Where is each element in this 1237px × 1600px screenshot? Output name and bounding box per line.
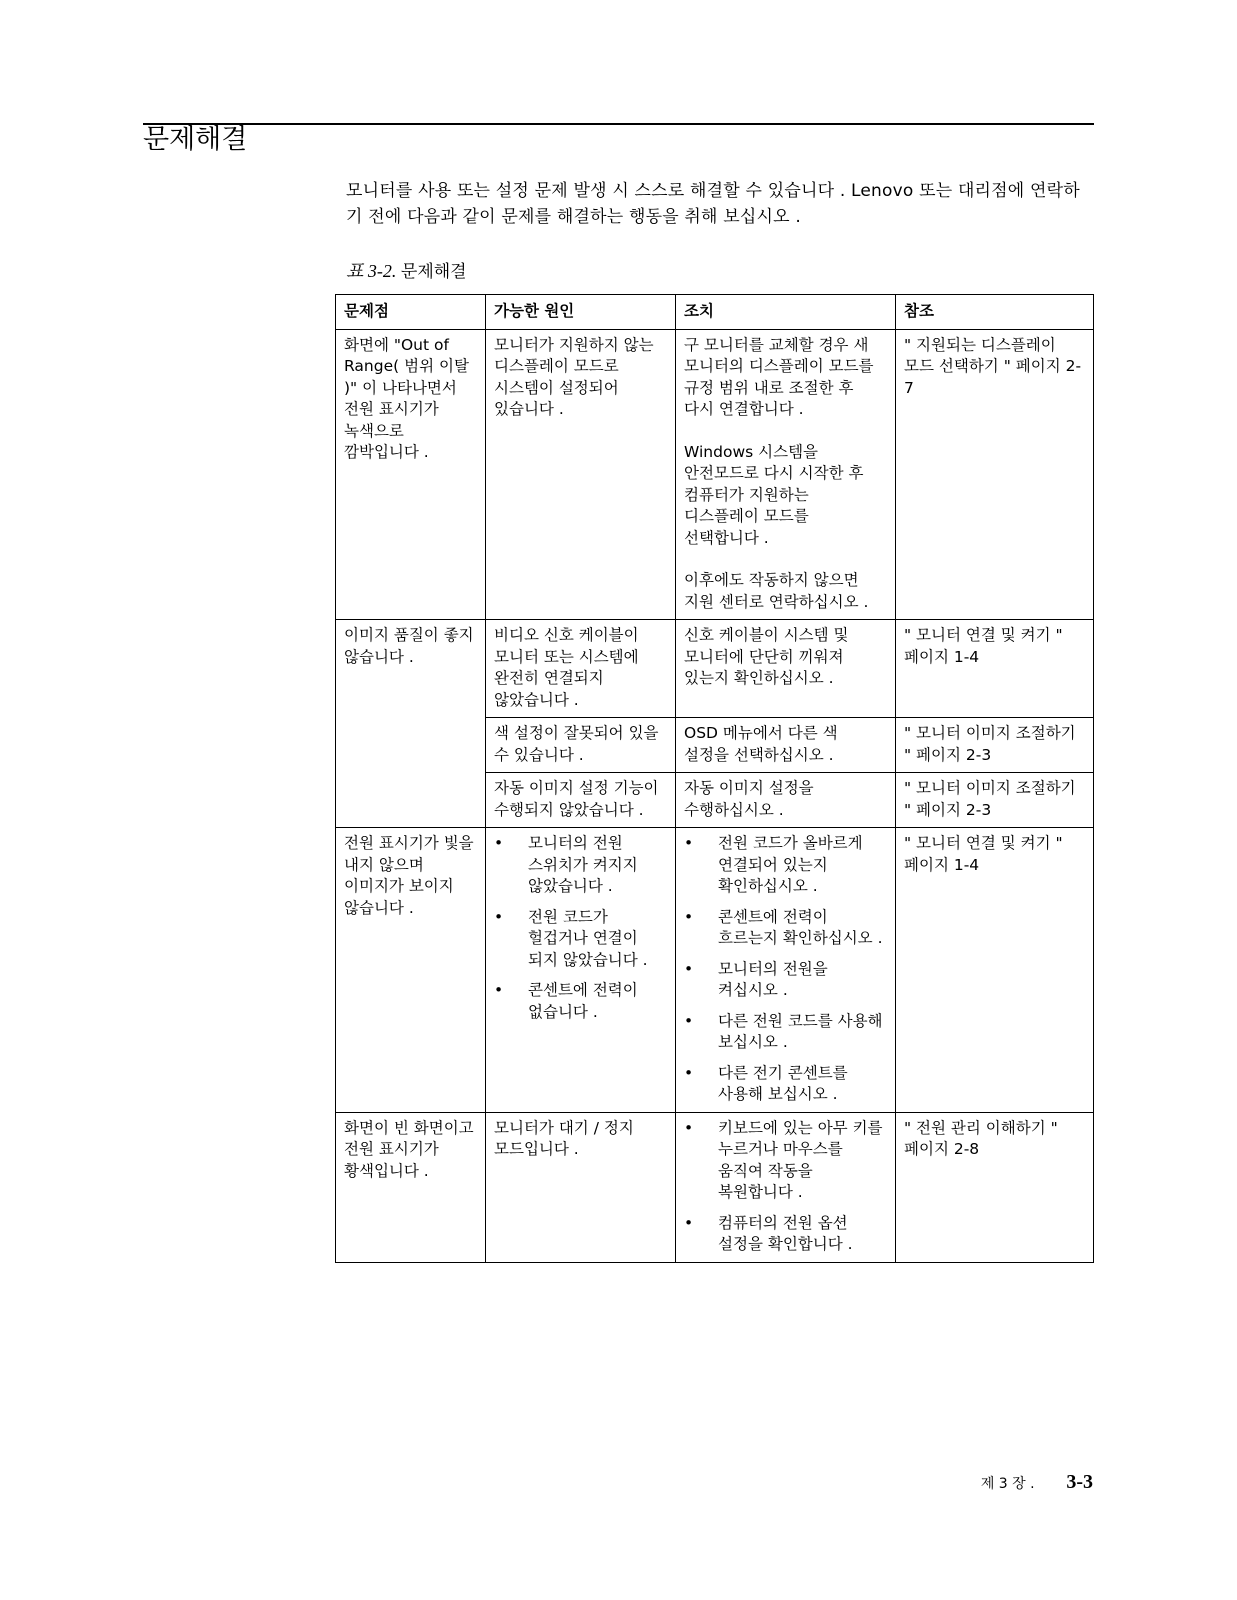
cell-reference: " 모니터 연결 및 켜기 " 페이지 1-4 — [896, 620, 1094, 718]
intro-paragraph: 모니터를 사용 또는 설정 문제 발생 시 스스로 해결할 수 있습니다 . Lenovo 또는 대리점에 연락하기 전에 다음과 같이 문제를 해결하는 행동을 취해 보십시오 . — [346, 181, 1080, 227]
list-item: • 키보드에 있는 아무 키를 누르거나 마우스를 움직여 작동을 복원합니다 . — [684, 1118, 887, 1204]
heading-rule — [143, 123, 1094, 125]
cell-cause: 모니터가 지원하지 않는 디스플레이 모드로 시스템이 설정되어 있습니다 . — [486, 329, 676, 620]
list-item: • 모니터의 전원을 켜십시오 . — [684, 959, 887, 1002]
header-cause: 가능한 원인 — [486, 295, 676, 330]
list-item: • 전원 코드가 헐겁거나 연결이 되지 않았습니다 . — [494, 907, 667, 972]
cell-action: OSD 메뉴에서 다른 색 설정을 선택하십시오 . — [676, 718, 896, 773]
cell-reference: " 지원되는 디스플레이 모드 선택하기 " 페이지 2-7 — [896, 329, 1094, 620]
table-caption-label: 표 3-2. — [346, 261, 397, 281]
cell-action — [676, 329, 896, 620]
cell-problem: 이미지 품질이 좋지 않습니다 . — [336, 620, 486, 828]
cell-cause — [486, 828, 676, 1113]
header-action: 조치 — [676, 295, 896, 330]
page-footer — [981, 1468, 1093, 1498]
list-item: • 다른 전원 코드를 사용해 보십시오 . — [684, 1011, 887, 1054]
table-header-row — [336, 295, 1094, 330]
list-item: • 전원 코드가 올바르게 연결되어 있는지 확인하십시오 . — [684, 833, 887, 898]
cell-reference: " 전원 관리 이해하기 " 페이지 2-8 — [896, 1112, 1094, 1262]
cell-cause: 색 설정이 잘못되어 있을 수 있습니다 . — [486, 718, 676, 773]
cell-cause: 비디오 신호 케이블이 모니터 또는 시스템에 완전히 연결되지 않았습니다 . — [486, 620, 676, 718]
action-paragraph: 구 모니터를 교체할 경우 새 모니터의 디스플레이 모드를 규정 범위 내로 조절한 후 다시 연결합니다 . — [684, 335, 874, 418]
table-row — [336, 329, 1094, 620]
table-row — [336, 1112, 1094, 1262]
table-row — [336, 620, 1094, 718]
list-item: • 컴퓨터의 전원 옵션 설정을 확인합니다 . — [684, 1213, 887, 1256]
table-caption — [346, 258, 467, 285]
troubleshooting-table — [335, 294, 1094, 1263]
table-caption-title: 문제해결 — [400, 262, 467, 282]
table-row — [336, 828, 1094, 1113]
cell-action: 자동 이미지 설정을 수행하십시오 . — [676, 773, 896, 828]
action-list — [684, 1118, 887, 1256]
cell-reference: " 모니터 이미지 조절하기 " 페이지 2-3 — [896, 773, 1094, 828]
cell-problem: 화면에 "Out of Range( 범위 이탈 )" 이 나타나면서 전원 표시기가 녹색으로 깜박입니다 . — [336, 329, 486, 620]
cause-list — [494, 833, 667, 1023]
cell-reference: " 모니터 이미지 조절하기 " 페이지 2-3 — [896, 718, 1094, 773]
cell-action — [676, 1112, 896, 1262]
cell-cause: 자동 이미지 설정 기능이 수행되지 않았습니다 . — [486, 773, 676, 828]
list-item: • 다른 전기 콘센트를 사용해 보십시오 . — [684, 1063, 887, 1106]
list-item: • 콘센트에 전력이 없습니다 . — [494, 980, 667, 1023]
list-item: • 콘센트에 전력이 흐르는지 확인하십시오 . — [684, 907, 887, 950]
list-item: • 모니터의 전원 스위치가 켜지지 않았습니다 . — [494, 833, 667, 898]
footer-chapter: 제 3 장 . — [980, 1476, 1035, 1492]
header-problem: 문제점 — [336, 295, 486, 330]
action-paragraph: Windows 시스템을 안전모드로 다시 시작한 후 컴퓨터가 지원하는 디스플레이 모드를 선택합니다 . — [684, 442, 864, 547]
header-reference: 참조 — [896, 295, 1094, 330]
cell-action — [676, 828, 896, 1113]
cell-cause: 모니터가 대기 / 정지 모드입니다 . — [486, 1112, 676, 1262]
page-title: 문제해결 — [143, 124, 248, 155]
cell-problem: 전원 표시기가 빛을 내지 않으며 이미지가 보이지 않습니다 . — [336, 828, 486, 1113]
footer-page-number: 3-3 — [1066, 1471, 1093, 1493]
action-paragraph: 이후에도 작동하지 않으면 지원 센터로 연락하십시오 . — [684, 571, 869, 611]
action-list — [684, 833, 887, 1106]
cell-reference: " 모니터 연결 및 켜기 " 페이지 1-4 — [896, 828, 1094, 1113]
cell-action: 신호 케이블이 시스템 및 모니터에 단단히 끼워져 있는지 확인하십시오 . — [676, 620, 896, 718]
cell-problem: 화면이 빈 화면이고 전원 표시기가 황색입니다 . — [336, 1112, 486, 1262]
